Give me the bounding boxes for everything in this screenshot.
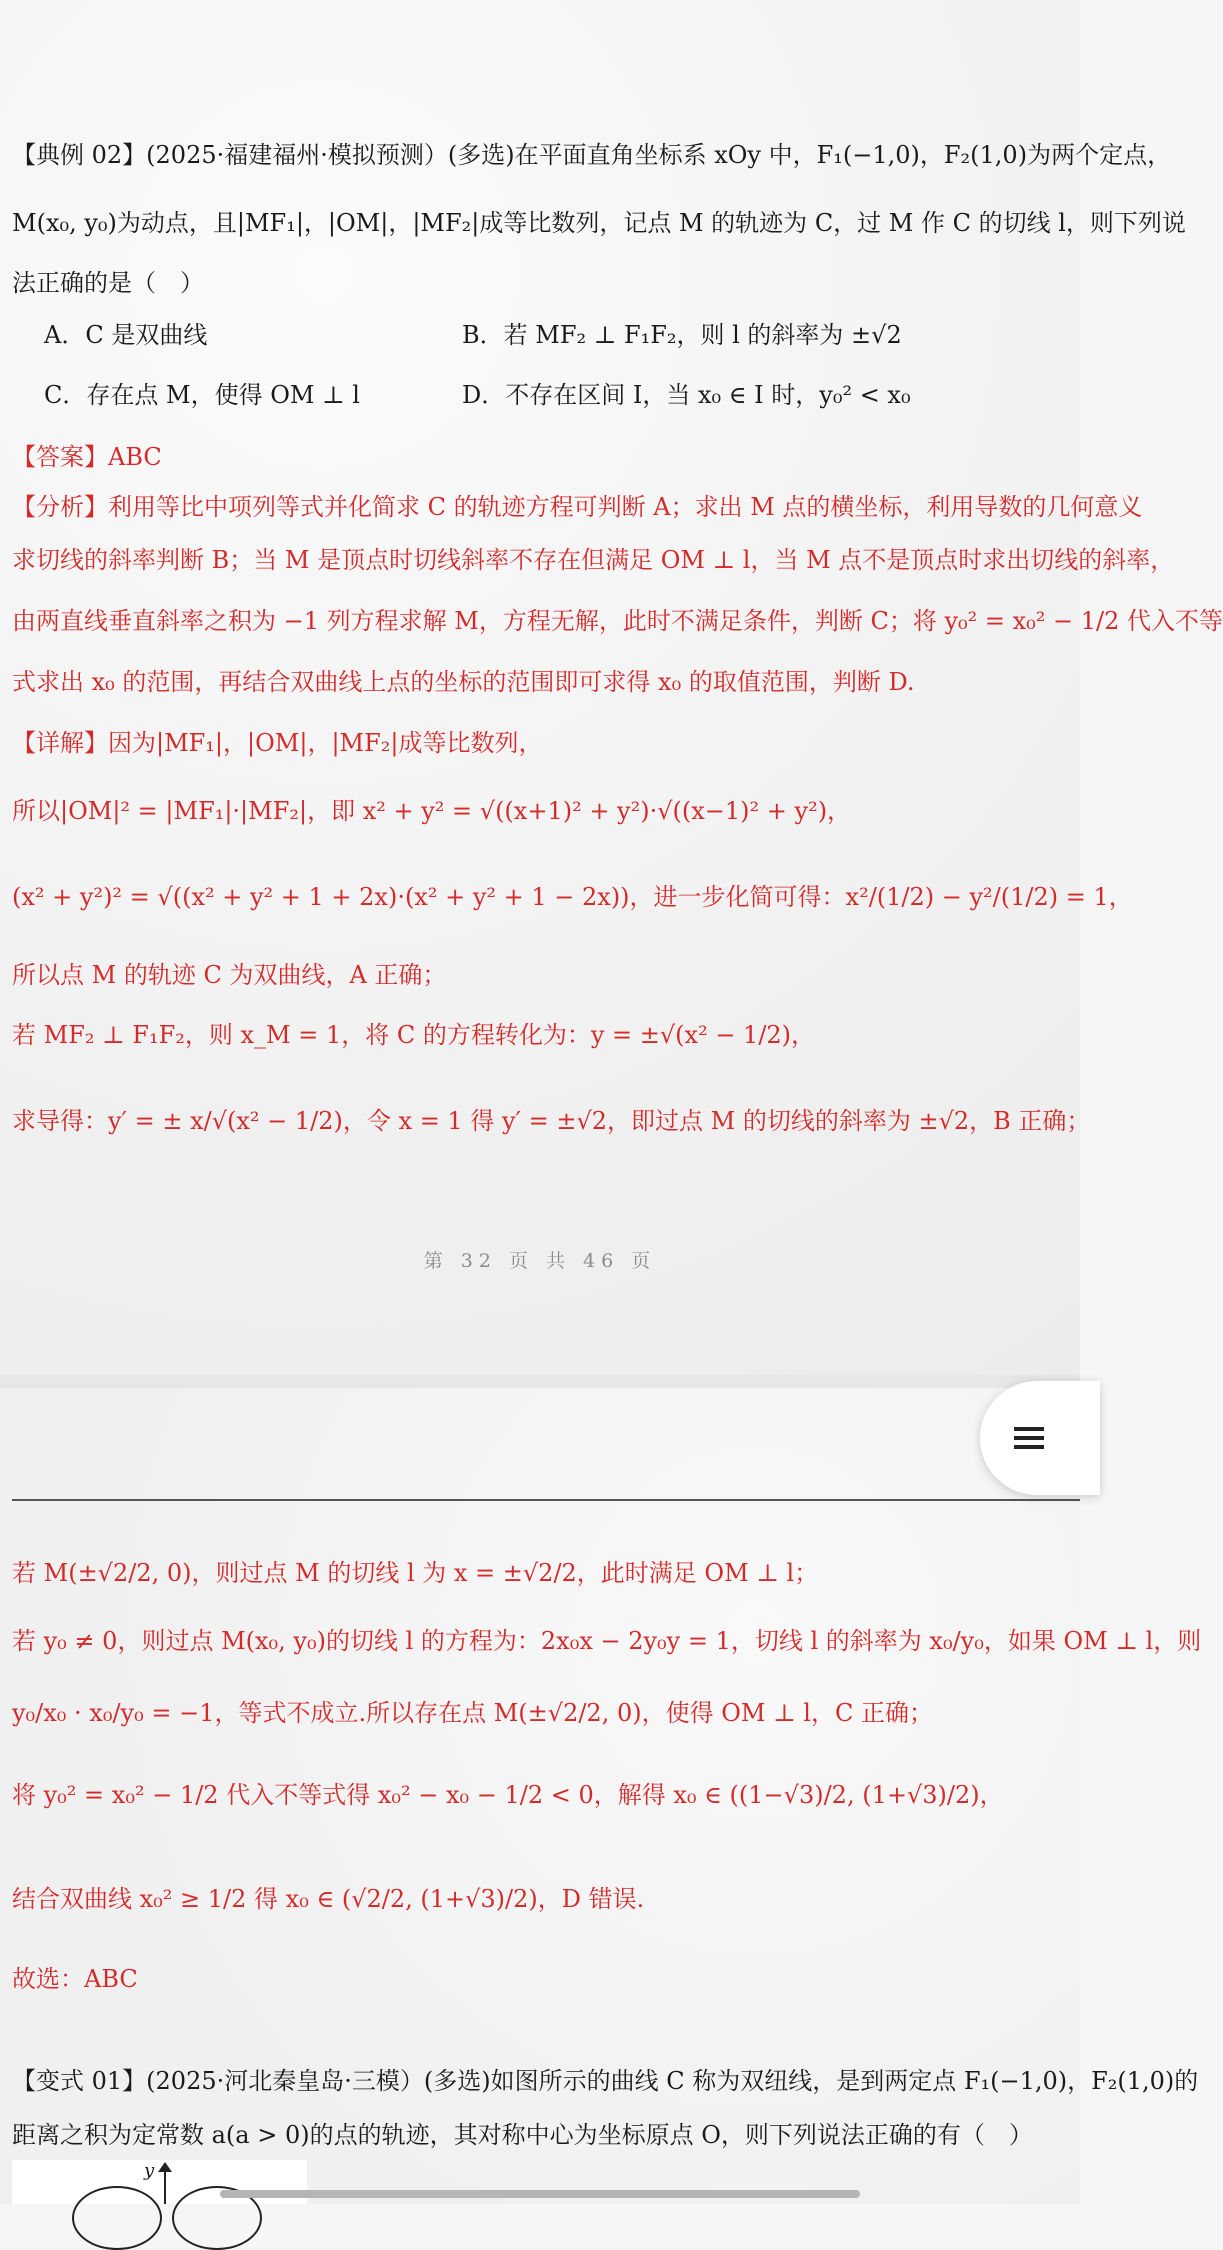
- analysis-line-3: 由两直线垂直斜率之积为 −1 列方程求解 M，方程无解，此时不满足条件，判断 C；将 y₀² = x₀² − 1/2 代入不等: [12, 607, 1223, 635]
- y-axis-arrow-icon: [158, 2162, 172, 2172]
- answer-line: 【答案】ABC: [12, 443, 162, 471]
- menu-button[interactable]: [980, 1381, 1100, 1495]
- analysis-line-4: 式求出 x₀ 的范围，再结合双曲线上点的坐标的范围即可求得 x₀ 的取值范围，判断 D.: [12, 668, 915, 696]
- analysis-line-1: 【分析】利用等比中项列等式并化简求 C 的轨迹方程可判断 A；求出 M 点的横坐标，利用导数的几何意义: [12, 493, 1143, 521]
- detail-line-1: 【详解】因为|MF₁|，|OM|，|MF₂|成等比数列，: [12, 729, 543, 757]
- p2-line-5: 结合双曲线 x₀² ≥ 1/2 得 x₀ ∈ (√2/2, (1+√3)/2)，D 错误.: [12, 1885, 645, 1913]
- variant-line-1: 【变式 01】(2025·河北秦皇岛·三模）(多选)如图所示的曲线 C 称为双纽线，是到两定点 F₁(−1,0)，F₂(1,0)的: [12, 2067, 1199, 2095]
- problem-line-1: 【典例 02】(2025·福建福州·模拟预测）(多选)在平面直角坐标系 xOy 中，F₁(−1,0)，F₂(1,0)为两个定点，: [12, 141, 1172, 169]
- problem-line-2: M(x₀, y₀)为动点，且|MF₁|，|OM|，|MF₂|成等比数列，记点 M 的轨迹为 C，过 M 作 C 的切线 l，则下列说: [12, 209, 1186, 237]
- page-top-rule: [12, 1499, 1080, 1501]
- detail-line-5: 若 MF₂ ⊥ F₁F₂，则 x_M = 1，将 C 的方程转化为：y = ±√(x² − 1/2)，: [12, 1021, 816, 1049]
- curve-left-lobe: [72, 2186, 162, 2250]
- problem-line-3: 法正确的是（ ）: [12, 269, 204, 297]
- analysis-line-2: 求切线的斜率判断 B；当 M 是顶点时切线斜率不存在但满足 OM ⊥ l，当 M 点不是顶点时求出切线的斜率，: [12, 546, 1175, 574]
- p2-final-choice: 故选：ABC: [12, 1965, 138, 1993]
- p2-line-2: 若 y₀ ≠ 0，则过点 M(x₀, y₀)的切线 l 的方程为：2x₀x − 2y₀y = 1，切线 l 的斜率为 x₀/y₀，如果 OM ⊥ l，则: [12, 1627, 1202, 1655]
- detail-line-4: 所以点 M 的轨迹 C 为双曲线，A 正确；: [12, 961, 447, 989]
- p2-line-4: 将 y₀² = x₀² − 1/2 代入不等式得 x₀² − x₀ − 1/2 < 0，解得 x₀ ∈ ((1−√3)/2, (1+√3)/2)，: [12, 1781, 1004, 1809]
- y-axis-label: y: [144, 2160, 155, 2181]
- option-b: B．若 MF₂ ⊥ F₁F₂，则 l 的斜率为 ±√2: [462, 321, 902, 349]
- detail-line-2: 所以|OM|² = |MF₁|·|MF₂|，即 x² + y² = √((x+1)² + y²)·√((x−1)² + y²)，: [12, 797, 852, 825]
- home-indicator-bar[interactable]: [220, 2190, 860, 2198]
- page-number: 第 32 页 共 46 页: [423, 1250, 657, 1272]
- variant-line-2: 距离之积为定常数 a(a > 0)的点的轨迹，其对称中心为坐标原点 O，则下列说法正确的有（ ）: [12, 2121, 1033, 2149]
- detail-line-3: (x² + y²)² = √((x² + y² + 1 + 2x)·(x² + y² + 1 − 2x))，进一步化简可得：x²/(1/2) − y²/(1/2) = 1，: [12, 883, 1133, 911]
- p2-line-1: 若 M(±√2/2, 0)，则过点 M 的切线 l 为 x = ±√2/2，此时满足 OM ⊥ l；: [12, 1559, 819, 1587]
- detail-line-6: 求导得：y′ = ± x/√(x² − 1/2)，令 x = 1 得 y′ = ±√2，即过点 M 的切线的斜率为 ±√2，B 正确；: [12, 1107, 1091, 1135]
- hamburger-icon: [1014, 1422, 1044, 1454]
- option-c: C．存在点 M，使得 OM ⊥ l: [44, 381, 360, 409]
- option-a: A．C 是双曲线: [44, 321, 208, 349]
- page-gap: [0, 1375, 1080, 1388]
- option-d: D．不存在区间 I，当 x₀ ∈ I 时，y₀² < x₀: [462, 381, 911, 409]
- p2-line-3: y₀/x₀ · x₀/y₀ = −1，等式不成立.所以存在点 M(±√2/2, 0)，使得 OM ⊥ l，C 正确；: [12, 1699, 933, 1727]
